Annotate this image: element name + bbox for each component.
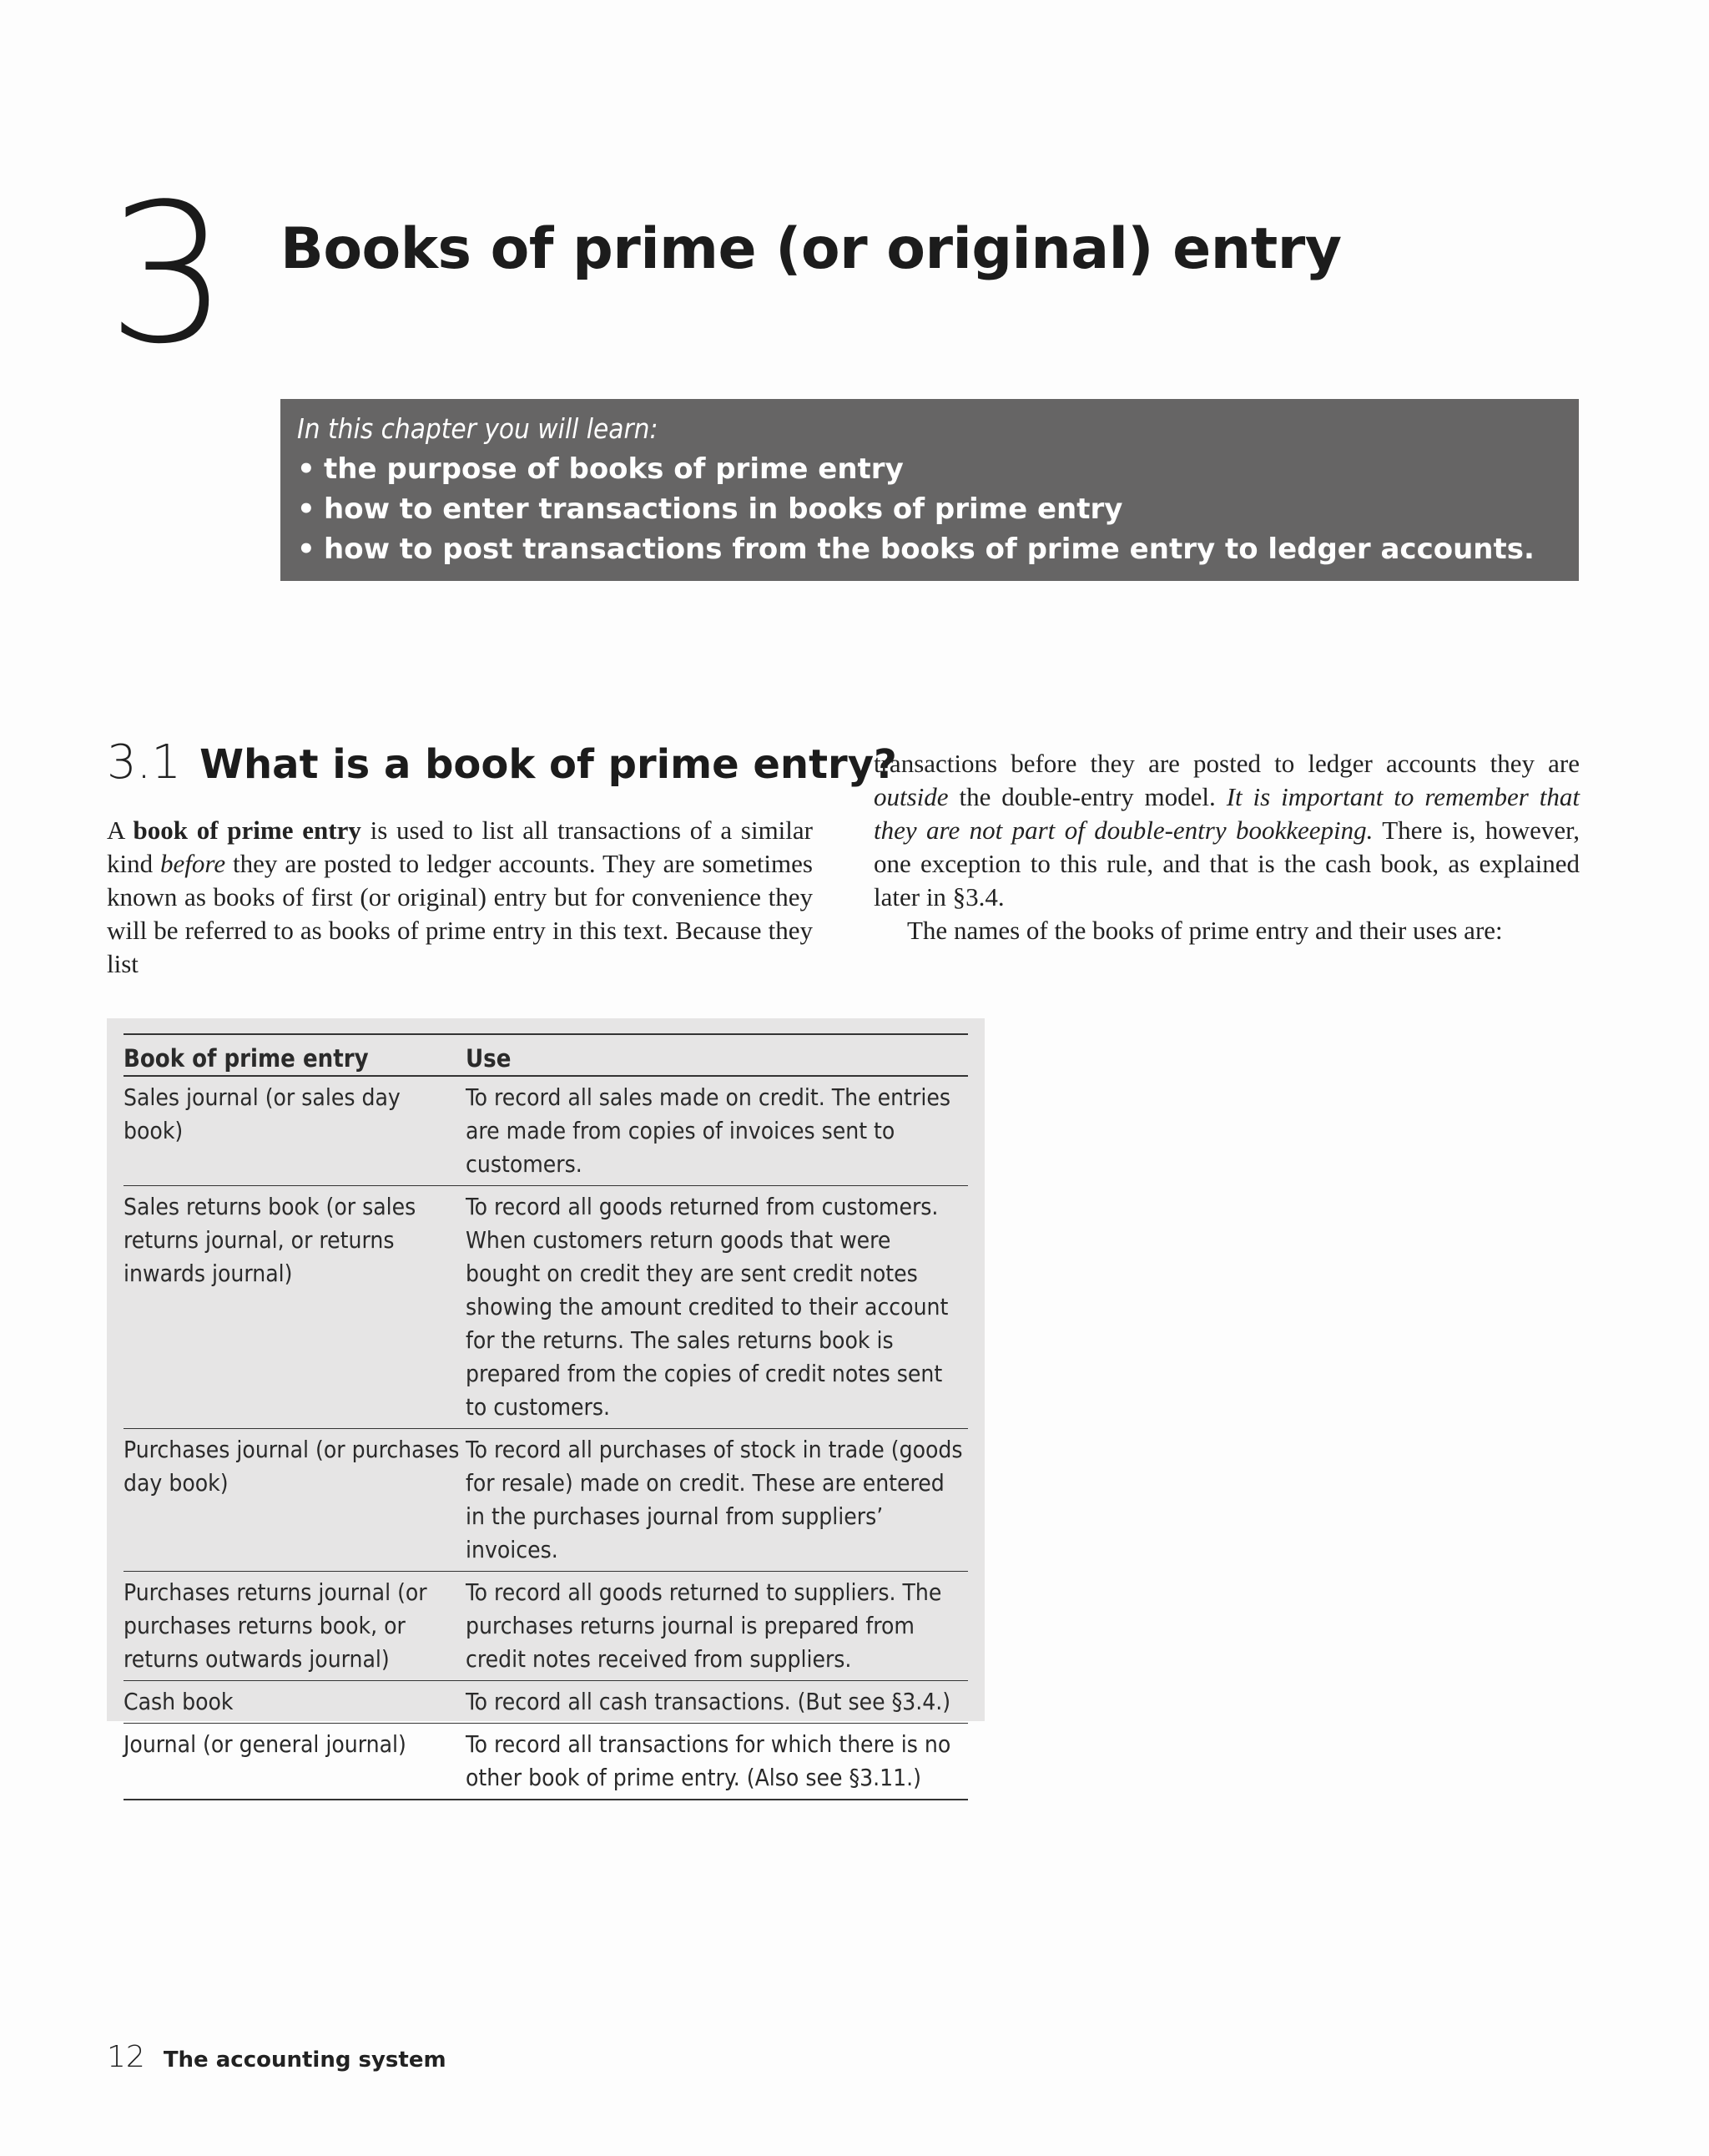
section-title: What is a book of prime entry? [199, 741, 897, 788]
body-column-right [874, 747, 1580, 947]
chapter-title: Books of prime (or original) entry [280, 216, 1342, 282]
body-paragraph: The names of the books of prime entry and their uses are: [907, 916, 1503, 945]
body-paragraph-continued: transactions before they are posted to ledger accounts they are outside the double-entry model. It is important to remember that they are not part of double-entry bookkeeping. There is, however, one exception to this rule, and that is the cash book, as explained later in §3.4. [874, 749, 1580, 911]
learning-objectives-box [280, 399, 1579, 581]
use-cell: To record all cash transactions. (But see §3.4.) [466, 1681, 968, 1724]
text-run: they are posted to ledger accounts. They are sometimes known as books of first (or original) entry but for convenience they will be referred to as books of prime entry in this text. Because they list [107, 849, 813, 978]
use-cell: To record all goods returned from customers. When customers return goods that were bought on credit they are sent credit notes showing the amount credited to their account for the returns. The sales returns book is prepared from the copies of credit notes sent to customers. [466, 1186, 968, 1429]
emphasis: outside [874, 782, 949, 811]
table-row [124, 1724, 968, 1800]
emphasis-sentence: It is important to remember that they are not part of double-entry bookkeeping. [874, 782, 1580, 845]
body-paragraph [107, 814, 813, 981]
objective-item: • how to enter transactions in books of prime entry [297, 489, 1562, 529]
page-number: 12 [107, 2040, 145, 2074]
table-header-row [124, 1034, 968, 1076]
table-row [124, 1572, 968, 1681]
table-row [124, 1429, 968, 1572]
book-cell: Cash book [124, 1681, 466, 1724]
emphasis: before [160, 849, 226, 878]
section-heading [107, 735, 897, 790]
table-panel [107, 1018, 985, 1791]
objectives-intro: In this chapter you will learn: [297, 412, 658, 445]
book-cell: Purchases journal (or purchases day book) [124, 1429, 466, 1572]
use-cell: To record all transactions for which there is no other book of prime entry. (Also see §3.11.) [466, 1724, 968, 1800]
table-row [124, 1076, 968, 1186]
use-cell: To record all goods returned to suppliers. The purchases returns journal is prepared from credit notes received from suppliers. [466, 1572, 968, 1681]
column-header-use: Use [466, 1034, 968, 1076]
table-row [124, 1186, 968, 1429]
text-run: is used to list all transactions of a similar kind [107, 815, 813, 878]
book-cell: Sales returns book (or sales returns journal, or returns inwards journal) [124, 1186, 466, 1429]
chapter-number: 3 [107, 164, 229, 386]
section-number: 3.1 [107, 735, 182, 790]
objectives-list [297, 449, 1562, 569]
key-term: book of prime entry [133, 815, 361, 845]
page-footer [107, 2040, 446, 2074]
text-run: There is, however, one exception to this rule, and that is the cash book, as explained later in §3.4. [874, 815, 1580, 911]
book-cell: Journal (or general journal) [124, 1724, 466, 1800]
book-cell: Sales journal (or sales day book) [124, 1076, 466, 1186]
use-cell: To record all purchases of stock in trade (goods for resale) made on credit. These are entered in the purchases journal from suppliers’ invoices. [466, 1429, 968, 1572]
use-cell: To record all sales made on credit. The entries are made from copies of invoices sent to customers. [466, 1076, 968, 1186]
objective-item: • the purpose of books of prime entry [297, 449, 1562, 489]
books-of-prime-entry-table [124, 1033, 968, 1800]
text-run: the double-entry model. [948, 782, 1227, 811]
table-row [124, 1681, 968, 1724]
running-title: The accounting system [163, 2047, 446, 2073]
text-run: A [107, 815, 134, 845]
column-header-book: Book of prime entry [124, 1034, 466, 1076]
objective-item: • how to post transactions from the books of prime entry to ledger accounts. [297, 529, 1562, 569]
body-column-left [107, 814, 813, 981]
book-cell: Purchases returns journal (or purchases returns book, or returns outwards journal) [124, 1572, 466, 1681]
